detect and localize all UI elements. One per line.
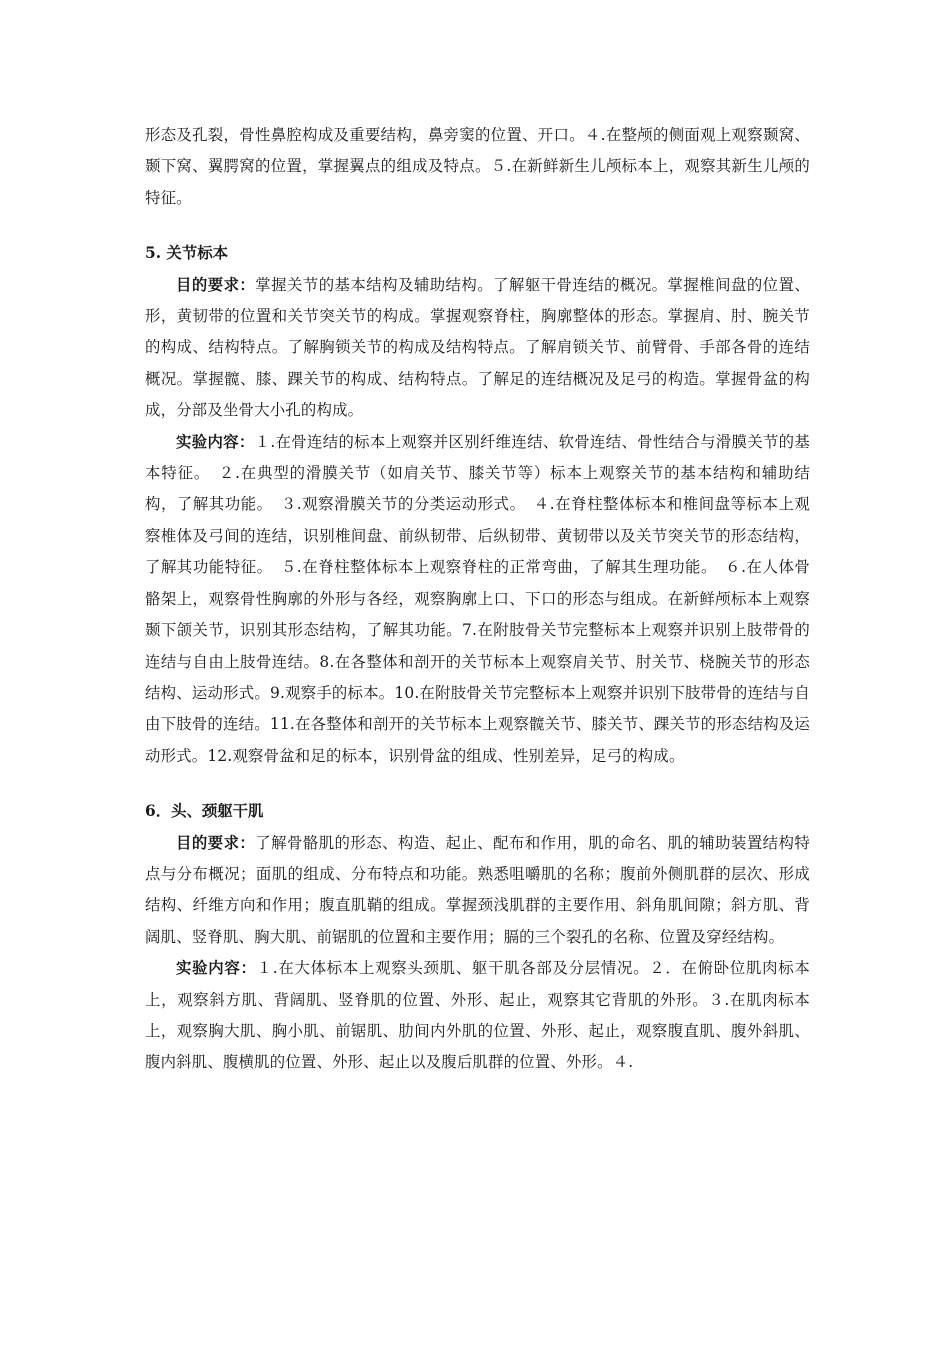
section-6-title: 6．头、颈躯干肌 bbox=[145, 802, 264, 821]
section-6-content bbox=[145, 953, 810, 1079]
section-gap bbox=[145, 772, 810, 796]
section-6-objective-text: 了解骨骼肌的形态、构造、起止、配布和作用，肌的命名、肌的辅助装置结构特点与分布概况；面肌的组成、分布特点和功能。熟悉咀嚼肌的名称；腹前外侧肌群的层次、形成结构、纤维方向和作用；腹直肌鞘的组成。掌握颈浅肌群的主要作用、斜角肌间隙；斜方肌、背阔肌、竖脊肌、胸大肌、前锯肌的位置和主要作用；膈的三个裂孔的名称、位置及穿经结构。 bbox=[145, 833, 810, 946]
section-5-content bbox=[145, 427, 810, 772]
section-6-objective bbox=[145, 828, 810, 954]
intro-paragraph: 形态及孔裂，骨性鼻腔构成及重要结构，鼻旁窦的位置、开口。４.在整颅的侧面观上观察颞窝、颞下窝、翼腭窝的位置，掌握翼点的组成及特点。５.在新鲜新生儿颅标本上，观察其新生儿颅的特征。 bbox=[145, 126, 810, 207]
section-6-objective-label: 目的要求： bbox=[176, 833, 256, 852]
section-5-objective bbox=[145, 270, 810, 427]
document-page bbox=[145, 120, 810, 1079]
section-5-title: 5. 关节标本 bbox=[145, 244, 228, 263]
section-5-content-text: １.在骨连结的标本上观察并区别纤维连结、软骨连结、骨性结合与滑膜关节的基本特征。 ２.在典型的滑膜关节（如肩关节、膝关节等）标本上观察关节的基本结构和辅助结构，了解其功能。 ３.观察滑膜关节的分类运动形式。 ４.在脊柱整体标本和椎间盘等标本上观察椎体及弓间的连结，识别椎间盘、前纵韧带、后纵韧带、黄韧带以及关节突关节的形态结构，了解其功能特征。 ５.在脊柱整体标本上观察脊柱的正常弯曲，了解其生理功能。 ６.在人体骨骼架上，观察骨性胸廓的外形与各经，观察胸廓上口、下口的形态与组成。在新鲜颅标本上观察颞下颌关节，识别其形态结构，了解其功能。7.在附肢骨关节完整标本上观察并识别上肢带骨的连结与自由上肢骨连结。8.在各整体和剖开的关节标本上观察肩关节、肘关节、桡腕关节的形态结构、运动形式。9.观察手的标本。10.在附肢骨关节完整标本上观察并识别下肢带骨的连结与自由下肢骨的连结。11.在各整体和剖开的关节标本上观察髋关节、膝关节、踝关节的形态结构及运动形式。12.观察骨盆和足的标本，识别骨盆的组成、性别差异，足弓的构成。 bbox=[145, 432, 810, 765]
section-6-content-label: 实验内容： bbox=[176, 959, 257, 978]
section-gap bbox=[145, 214, 810, 238]
section-5-content-label: 实验内容： bbox=[176, 432, 255, 451]
section-5-objective-text: 掌握关节的基本结构及辅助结构。了解躯干骨连结的概况。掌握椎间盘的位置、形，黄韧带的位置和关节突关节的构成。掌握观察脊柱，胸廓整体的形态。掌握肩、肘、腕关节的构成、结构特点。了解胸锁关节的构成及结构特点。了解肩锁关节、前臂骨、手部各骨的连结概况。掌握髋、膝、踝关节的构成、结构特点。了解足的连结概况及足弓的构造。掌握骨盆的构成，分部及坐骨大小孔的构成。 bbox=[145, 275, 810, 420]
section-6-content-text: １.在大体标本上观察头颈肌、躯干肌各部及分层情况。２．在俯卧位肌肉标本上，观察斜方肌、背阔肌、竖脊肌的位置、外形、起止，观察其它背肌的外形。３.在肌肉标本上，观察胸大肌、胸小肌、前锯肌、肋间内外肌的位置、外形、起止，观察腹直肌、腹外斜肌、腹内斜肌、腹横肌的位置、外形、起止以及腹后肌群的位置、外形。４. bbox=[145, 959, 810, 1072]
section-5-objective-label: 目的要求： bbox=[176, 275, 256, 294]
